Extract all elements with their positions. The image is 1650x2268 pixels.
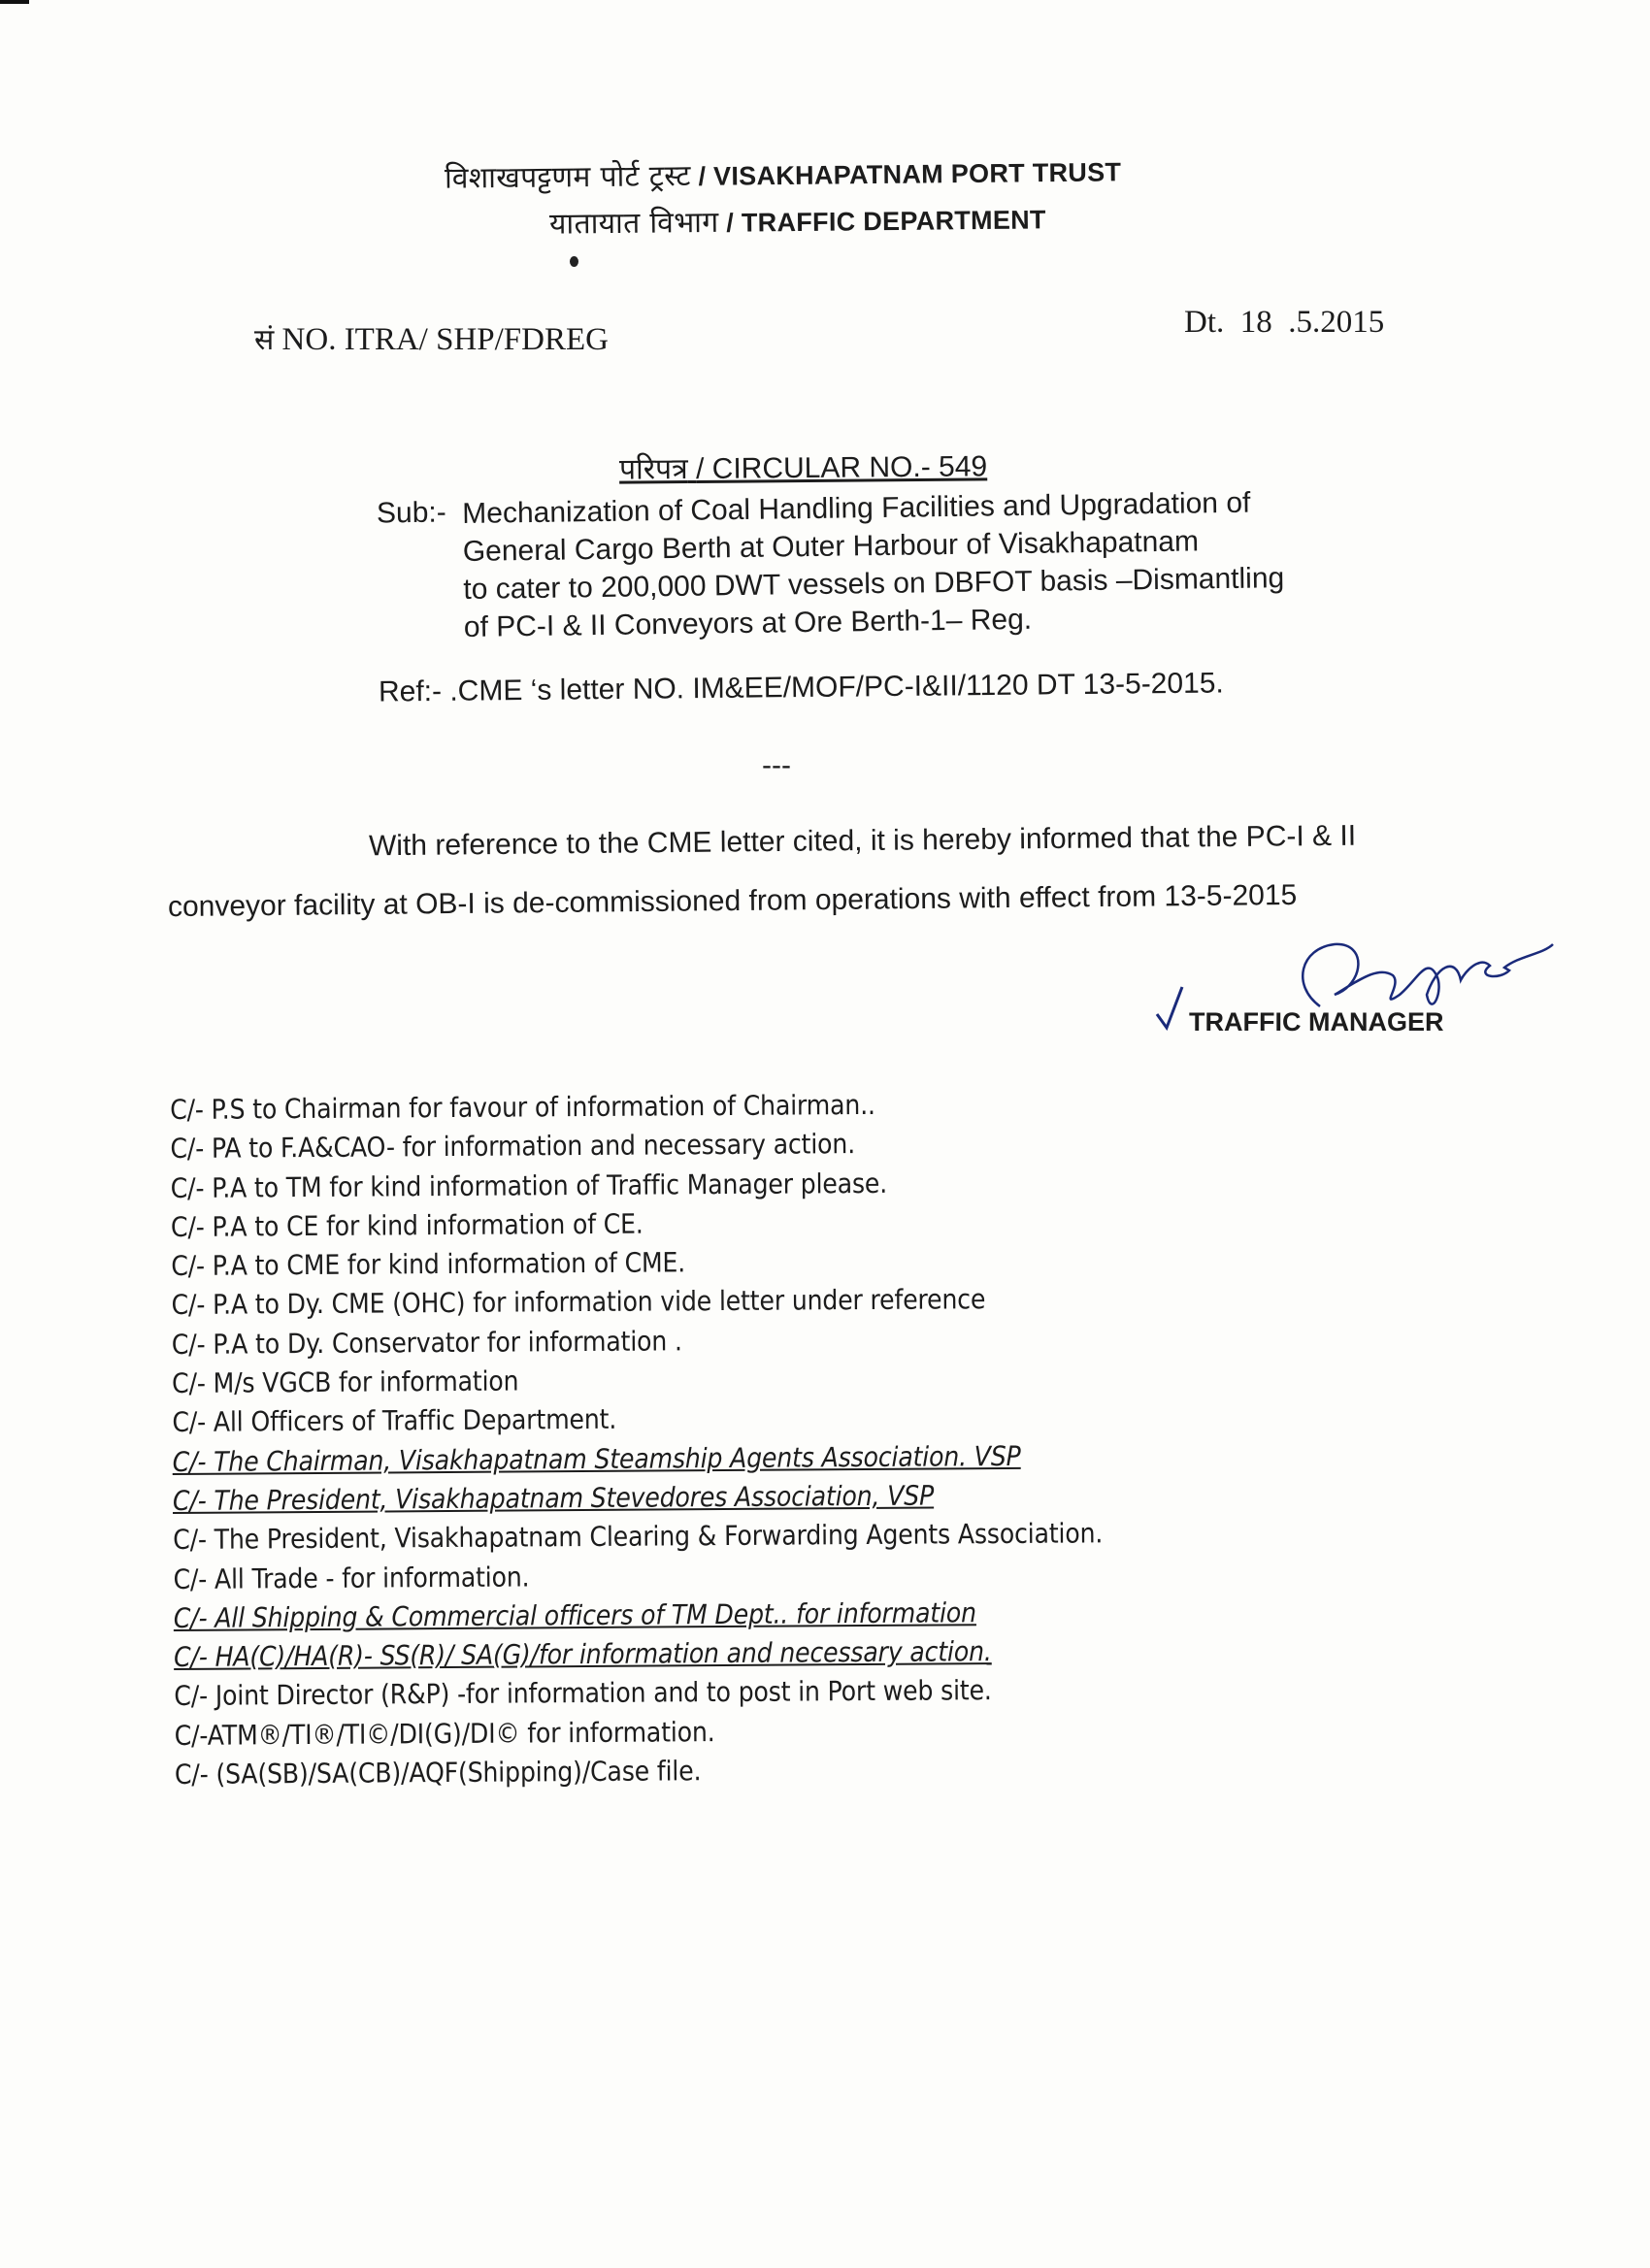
circular-title: [619, 444, 987, 487]
scan-edge-mark: [0, 0, 29, 4]
date: Dt. 18 .5.2015: [1184, 305, 1385, 340]
body-line: conveyor facility at OB-I is de-commissioned from operations with effect from 13-5-2015: [167, 878, 1298, 924]
copy-to-item: C/- The President, Visakhapatnam Clearing & Forwarding Agents Association.: [173, 1517, 1104, 1557]
copy-to-list: [170, 1084, 1207, 1795]
circular-hindi: परिपत्र: [618, 452, 688, 487]
copy-to-item: C/- The President, Visakhapatnam Stevedores Association, VSP: [172, 1479, 935, 1517]
copy-to-item: C/- The Chairman, Visakhapatnam Steamship Agents Association. VSP: [172, 1439, 1021, 1478]
org-name-english: / VISAKHAPATNAM PORT TRUST: [698, 157, 1122, 191]
copy-to-item: C/- P.S to Chairman for favour of information of Chairman..: [170, 1088, 875, 1126]
copy-to-item: C/- (SA(SB)/SA(CB)/AQF(Shipping)/Case file.: [174, 1755, 702, 1791]
department-english: / TRAFFIC DEPARTMENT: [726, 205, 1046, 238]
copy-to-item: C/- HA(C)/HA(R)- SS(R)/ SA(G)/for information and necessary action.: [173, 1635, 992, 1674]
copy-to-item: C/- All Shipping & Commercial officers of TM Dept.. for information: [173, 1596, 976, 1634]
separator: ---: [762, 749, 791, 781]
circular-number: / CIRCULAR NO.- 549: [695, 450, 988, 485]
copy-to-item: C/- M/s VGCB for information: [171, 1364, 519, 1400]
department-hindi: यातायात विभाग: [548, 205, 719, 242]
subject-line: Mechanization of Coal Handling Facilities and Upgradation of: [462, 486, 1251, 530]
reference-letter: Ref:- .CME ‘s letter NO. IM&EE/MOF/PC-I&II/1120 DT 13-5-2015.: [378, 667, 1224, 708]
reference-number-text: NO. ITRA/ SHP/FDREG: [281, 322, 609, 357]
copy-to-item: C/- P.A to CME for kind information of CME.: [171, 1246, 686, 1283]
copy-to-item: C/- P.A to Dy. CME (OHC) for information vide letter under reference: [171, 1283, 986, 1322]
subject-line: General Cargo Berth at Outer Harbour of Visakhapatnam: [462, 525, 1200, 568]
org-name-hindi: विशाखपट्टणम पोर्ट ट्रस्ट: [444, 158, 691, 196]
copy-to-item: C/- Joint Director (R&P) -for information and to post in Port web site.: [174, 1674, 992, 1713]
body-line: With reference to the CME letter cited, it is hereby informed that the PC-I & II: [368, 819, 1357, 863]
org-name: [445, 149, 1122, 196]
copy-to-item: C/-ATM®/TI®/TI©/DI(G)/DI© for information.: [174, 1715, 715, 1752]
signatory-title: TRAFFIC MANAGER: [1189, 1007, 1444, 1036]
subject-label: Sub:-: [376, 496, 446, 530]
copy-to-item: C/- P.A to CE for kind information of CE.: [170, 1207, 644, 1243]
subject-line: of PC-I & II Conveyors at Ore Berth-1– Reg.: [463, 603, 1033, 643]
copy-to-item: C/- All Officers of Traffic Department.: [172, 1403, 617, 1439]
reference-hindi-prefix: सं: [254, 323, 275, 357]
ink-dot: [570, 256, 578, 267]
copy-to-item: C/- P.A to Dy. Conservator for information .: [171, 1325, 682, 1361]
copy-to-item: C/- All Trade - for information.: [173, 1560, 530, 1595]
subject-text: [462, 483, 1285, 646]
reference-number: [254, 318, 609, 358]
copy-to-item: C/- P.A to TM for kind information of Traffic Manager please.: [170, 1167, 888, 1204]
subject-line: to cater to 200,000 DWT vessels on DBFOT basis –Dismantling: [463, 562, 1285, 606]
department-name: [549, 197, 1046, 242]
copy-to-item: C/- PA to F.A&CAO- for information and necessary action.: [170, 1128, 856, 1166]
